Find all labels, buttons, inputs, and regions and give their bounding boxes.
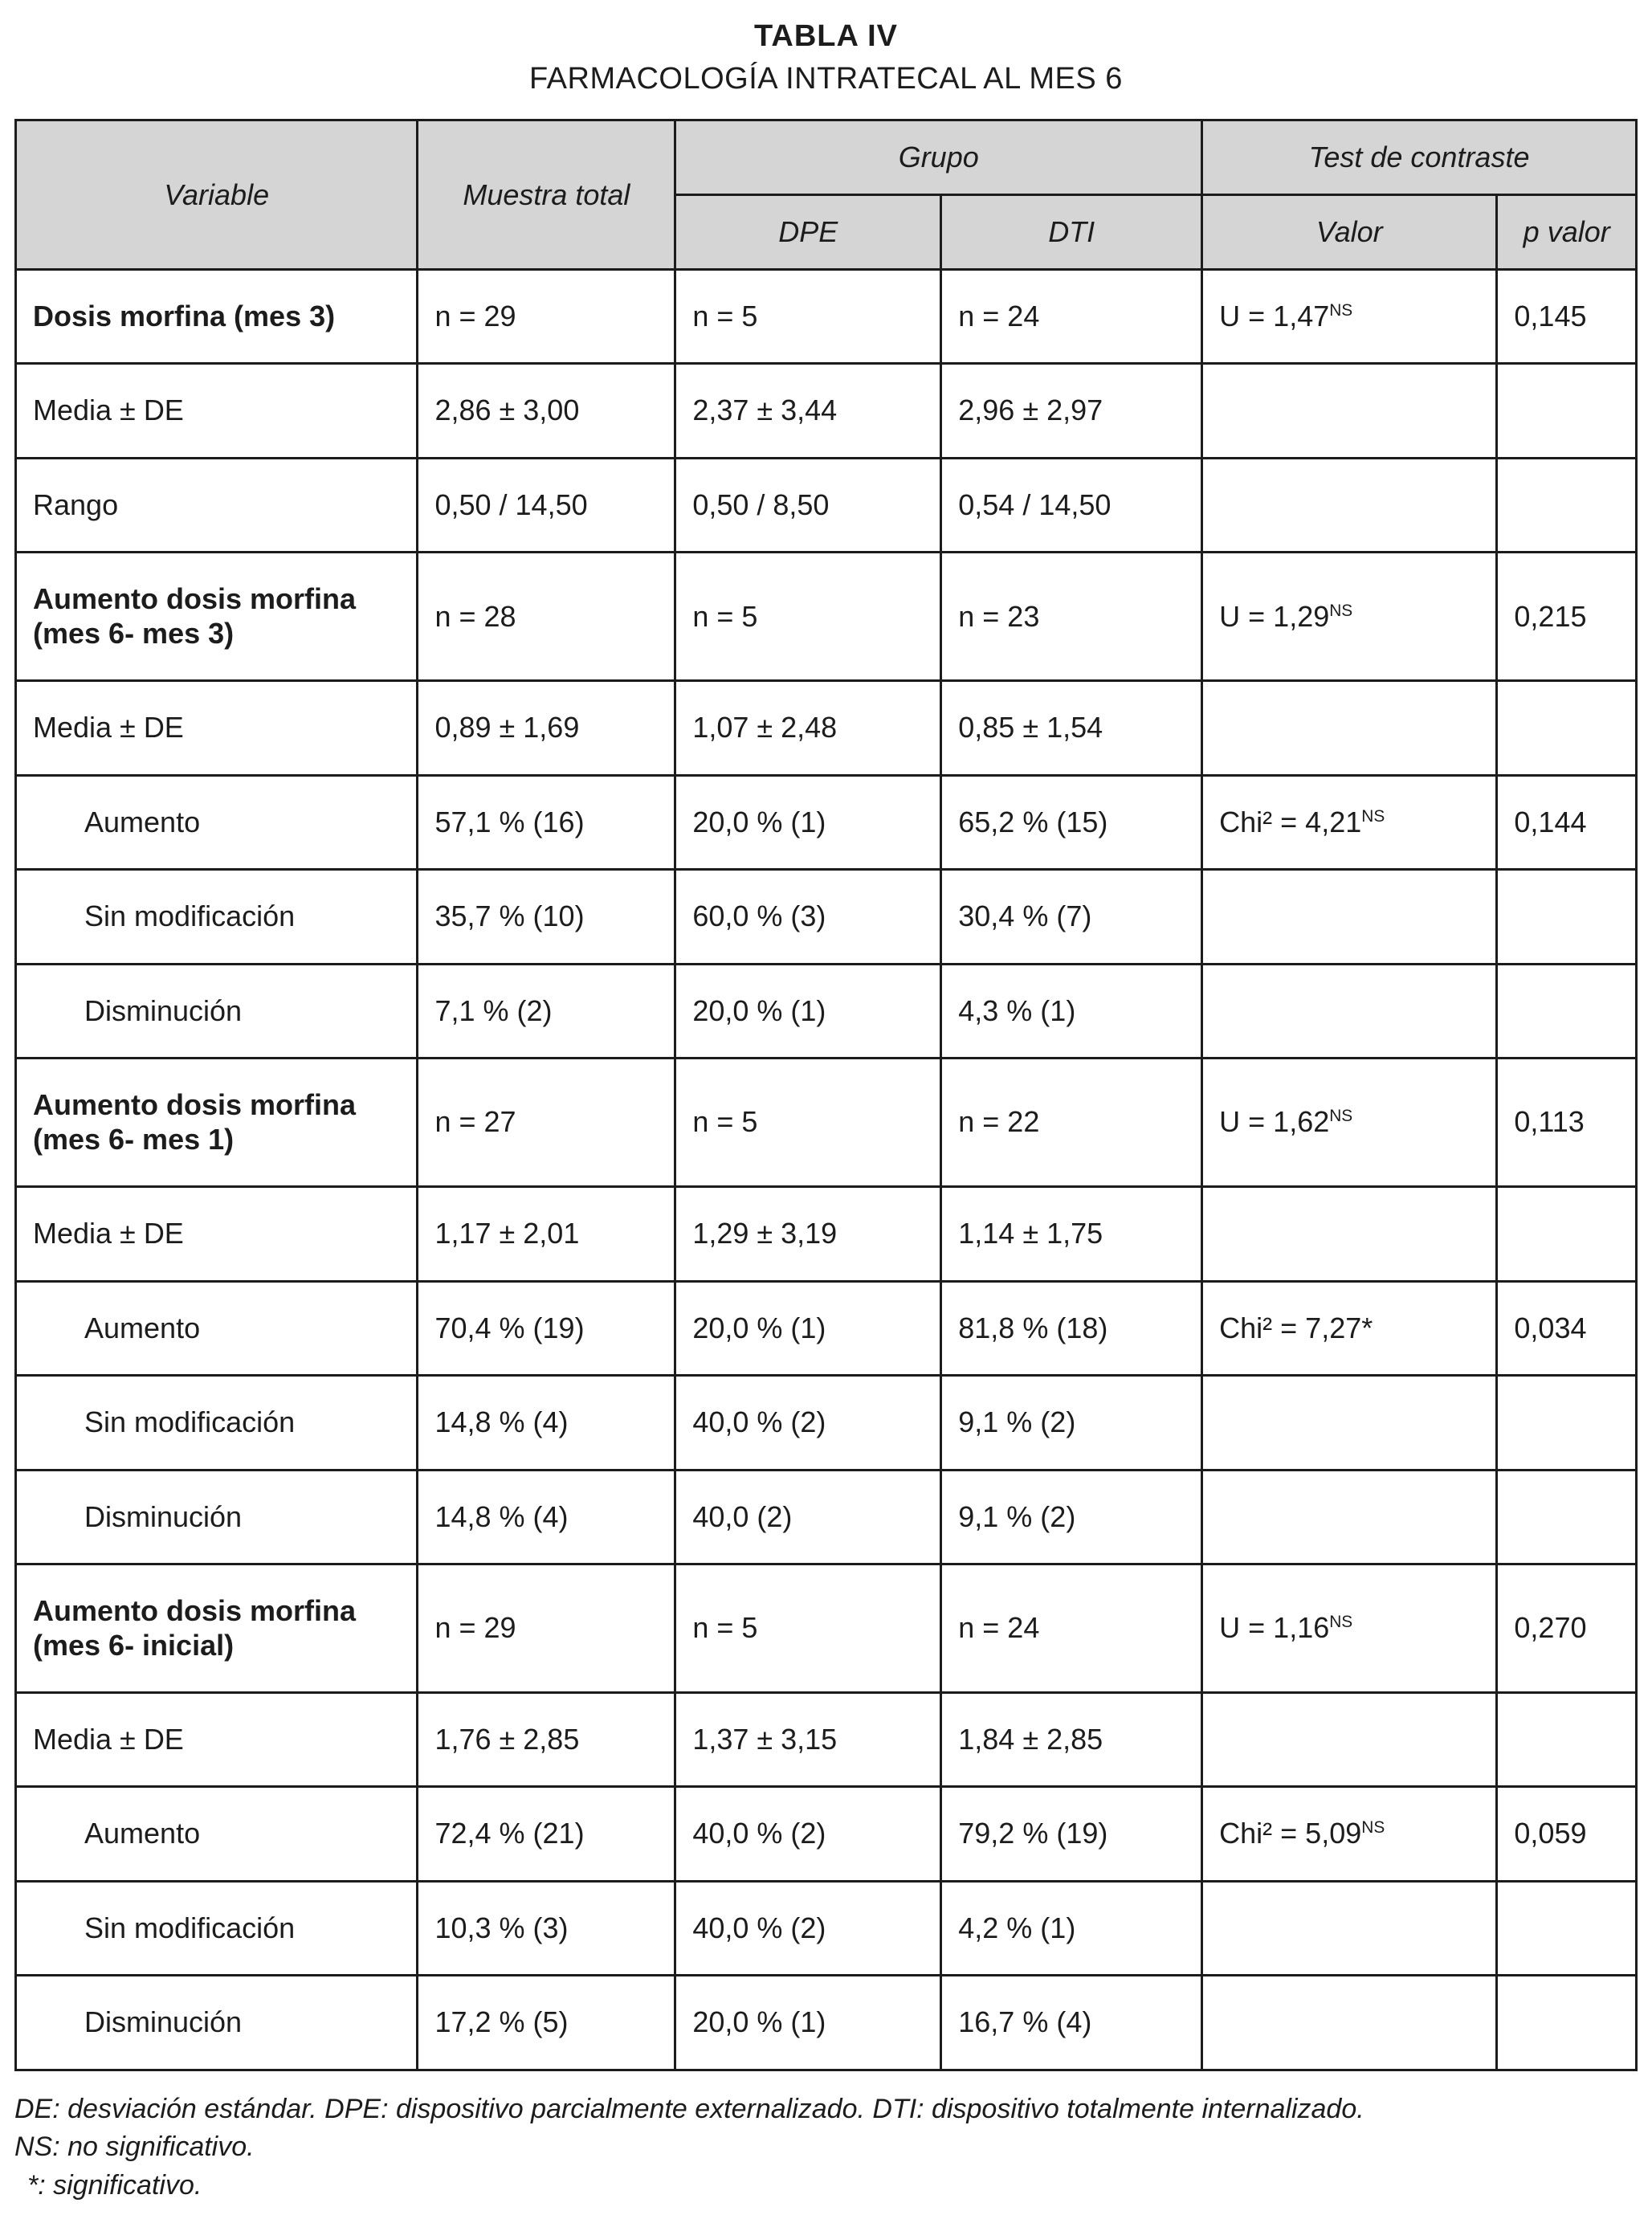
- table-row: [16, 1470, 1637, 1564]
- cell-dti: 16,7 % (4): [941, 1976, 1202, 2070]
- footnote-significant: *: significativo.: [27, 2170, 202, 2201]
- cell-valor: [1202, 1470, 1497, 1564]
- cell-p-valor: [1497, 1692, 1637, 1786]
- cell-valor: [1202, 1187, 1497, 1281]
- cell-valor: [1202, 1692, 1497, 1786]
- pharmacology-table: [14, 119, 1638, 2071]
- cell-p-valor: [1497, 1376, 1637, 1470]
- cell-p-valor: 0,113: [1497, 1059, 1637, 1187]
- cell-muestra: 0,50 / 14,50: [418, 458, 675, 552]
- cell-dti: n = 24: [941, 1564, 1202, 1693]
- row-label: Disminución: [16, 1470, 418, 1564]
- table-row: [16, 1976, 1637, 2070]
- col-header-valor: Valor: [1202, 195, 1497, 270]
- col-header-p-valor: p valor: [1497, 195, 1637, 270]
- cell-dti: 1,84 ± 2,85: [941, 1692, 1202, 1786]
- cell-dti: 9,1 % (2): [941, 1470, 1202, 1564]
- cell-p-valor: [1497, 870, 1637, 964]
- row-label: Media ± DE: [16, 1692, 418, 1786]
- cell-dpe: 40,0 % (2): [675, 1787, 941, 1881]
- cell-p-valor: [1497, 1187, 1637, 1281]
- cell-dpe: 0,50 / 8,50: [675, 458, 941, 552]
- cell-dti: 79,2 % (19): [941, 1787, 1202, 1881]
- cell-p-valor: 0,215: [1497, 553, 1637, 681]
- cell-muestra: n = 29: [418, 1564, 675, 1693]
- cell-dpe: n = 5: [675, 553, 941, 681]
- cell-muestra: 1,76 ± 2,85: [418, 1692, 675, 1786]
- col-header-grupo: Grupo: [675, 120, 1202, 195]
- title-block: [14, 19, 1638, 96]
- header-row-1: [16, 120, 1637, 195]
- cell-dti: 1,14 ± 1,75: [941, 1187, 1202, 1281]
- row-label: Disminución: [16, 964, 418, 1058]
- cell-valor: [1202, 1787, 1497, 1881]
- table-row: [16, 553, 1637, 681]
- table-row: [16, 458, 1637, 552]
- table-row: [16, 1187, 1637, 1281]
- cell-muestra: 17,2 % (5): [418, 1976, 675, 2070]
- table-row: [16, 364, 1637, 458]
- cell-valor: [1202, 458, 1497, 552]
- cell-dpe: 20,0 % (1): [675, 775, 941, 869]
- cell-muestra: 7,1 % (2): [418, 964, 675, 1058]
- cell-dpe: 20,0 % (1): [675, 964, 941, 1058]
- valor-text: U = 1,16: [1219, 1611, 1330, 1645]
- table-title: TABLA IV: [754, 19, 898, 53]
- valor-text: U = 1,62: [1219, 1105, 1330, 1139]
- cell-dpe: 40,0 % (2): [675, 1376, 941, 1470]
- cell-dpe: n = 5: [675, 1059, 941, 1187]
- table-row: [16, 1281, 1637, 1375]
- row-label: Sin modificación: [16, 1881, 418, 1975]
- cell-valor: [1202, 964, 1497, 1058]
- cell-valor: [1202, 1976, 1497, 2070]
- cell-muestra: 14,8 % (4): [418, 1376, 675, 1470]
- row-label: Aumento: [16, 1787, 418, 1881]
- cell-p-valor: 0,270: [1497, 1564, 1637, 1693]
- cell-muestra: 2,86 ± 3,00: [418, 364, 675, 458]
- cell-dpe: 40,0 (2): [675, 1470, 941, 1564]
- cell-muestra: n = 29: [418, 270, 675, 364]
- row-label: Aumento dosis morfina (mes 6- mes 1): [16, 1059, 418, 1187]
- table-row: [16, 964, 1637, 1058]
- cell-dti: 30,4 % (7): [941, 870, 1202, 964]
- cell-p-valor: [1497, 964, 1637, 1058]
- cell-muestra: 35,7 % (10): [418, 870, 675, 964]
- cell-valor: [1202, 870, 1497, 964]
- cell-dti: 9,1 % (2): [941, 1376, 1202, 1470]
- cell-muestra: n = 28: [418, 553, 675, 681]
- valor-text: U = 1,29: [1219, 599, 1330, 633]
- cell-muestra: 0,89 ± 1,69: [418, 681, 675, 775]
- cell-dti: n = 24: [941, 270, 1202, 364]
- valor-text: Chi² = 7,27*: [1219, 1311, 1373, 1344]
- cell-valor: [1202, 1059, 1497, 1187]
- cell-valor: [1202, 553, 1497, 681]
- cell-p-valor: 0,145: [1497, 270, 1637, 364]
- cell-p-valor: 0,034: [1497, 1281, 1637, 1375]
- table-row: [16, 1692, 1637, 1786]
- table-row: [16, 270, 1637, 364]
- row-label: Aumento: [16, 775, 418, 869]
- cell-valor: [1202, 1281, 1497, 1375]
- row-label: Aumento dosis morfina (mes 6- mes 3): [16, 553, 418, 681]
- cell-dti: 65,2 % (15): [941, 775, 1202, 869]
- cell-dpe: 40,0 % (2): [675, 1881, 941, 1975]
- table-row: [16, 1376, 1637, 1470]
- valor-text: Chi² = 4,21: [1219, 805, 1362, 838]
- valor-text: U = 1,47: [1219, 300, 1330, 332]
- cell-dpe: 1,37 ± 3,15: [675, 1692, 941, 1786]
- cell-dti: 4,3 % (1): [941, 964, 1202, 1058]
- row-label: Sin modificación: [16, 870, 418, 964]
- cell-dti: 4,2 % (1): [941, 1881, 1202, 1975]
- cell-dpe: 1,29 ± 3,19: [675, 1187, 941, 1281]
- table-row: [16, 681, 1637, 775]
- valor-superscript: NS: [1329, 1107, 1353, 1126]
- cell-p-valor: [1497, 1881, 1637, 1975]
- valor-superscript: NS: [1361, 1818, 1385, 1838]
- cell-dti: 2,96 ± 2,97: [941, 364, 1202, 458]
- col-header-dpe: DPE: [675, 195, 941, 270]
- valor-superscript: NS: [1329, 301, 1353, 320]
- footnote-ns: NS: no significativo.: [14, 2131, 255, 2163]
- cell-dpe: 60,0 % (3): [675, 870, 941, 964]
- footnote-abbreviations: DE: desviación estándar. DPE: dispositivo parcialmente externalizado. DTI: dispositivo totalmente internalizado.: [14, 2093, 1364, 2124]
- cell-valor: [1202, 1376, 1497, 1470]
- cell-valor: [1202, 364, 1497, 458]
- cell-dti: n = 22: [941, 1059, 1202, 1187]
- cell-muestra: 10,3 % (3): [418, 1881, 675, 1975]
- row-label: Dosis morfina (mes 3): [16, 270, 418, 364]
- cell-dti: 81,8 % (18): [941, 1281, 1202, 1375]
- cell-valor: [1202, 270, 1497, 364]
- cell-p-valor: [1497, 458, 1637, 552]
- row-label: Disminución: [16, 1976, 418, 2070]
- cell-dpe: 20,0 % (1): [675, 1976, 941, 2070]
- cell-p-valor: [1497, 1470, 1637, 1564]
- cell-muestra: 57,1 % (16): [418, 775, 675, 869]
- cell-p-valor: [1497, 681, 1637, 775]
- valor-superscript: NS: [1329, 1613, 1353, 1632]
- table-subtitle: FARMACOLOGÍA INTRATECAL AL MES 6: [529, 62, 1123, 96]
- row-label: Aumento dosis morfina (mes 6- inicial): [16, 1564, 418, 1693]
- cell-p-valor: 0,144: [1497, 775, 1637, 869]
- col-header-variable: Variable: [16, 120, 418, 270]
- cell-valor: [1202, 775, 1497, 869]
- valor-superscript: NS: [1329, 601, 1353, 620]
- table-row: [16, 1787, 1637, 1881]
- row-label: Media ± DE: [16, 681, 418, 775]
- table-row: [16, 1059, 1637, 1187]
- row-label: Media ± DE: [16, 1187, 418, 1281]
- cell-dti: n = 23: [941, 553, 1202, 681]
- row-label: Rango: [16, 458, 418, 552]
- valor-text: Chi² = 5,09: [1219, 1817, 1362, 1850]
- col-header-test-contraste: Test de contraste: [1202, 120, 1637, 195]
- table-row: [16, 870, 1637, 964]
- row-label: Sin modificación: [16, 1376, 418, 1470]
- cell-p-valor: [1497, 1976, 1637, 2070]
- cell-dti: 0,54 / 14,50: [941, 458, 1202, 552]
- col-header-dti: DTI: [941, 195, 1202, 270]
- table-row: [16, 1564, 1637, 1693]
- table-header: [16, 120, 1637, 270]
- cell-muestra: n = 27: [418, 1059, 675, 1187]
- row-label: Media ± DE: [16, 364, 418, 458]
- valor-superscript: NS: [1361, 806, 1385, 826]
- cell-valor: [1202, 1881, 1497, 1975]
- cell-dpe: n = 5: [675, 1564, 941, 1693]
- cell-muestra: 72,4 % (21): [418, 1787, 675, 1881]
- cell-dpe: n = 5: [675, 270, 941, 364]
- cell-dpe: 2,37 ± 3,44: [675, 364, 941, 458]
- cell-p-valor: 0,059: [1497, 1787, 1637, 1881]
- row-label: Aumento: [16, 1281, 418, 1375]
- col-header-muestra-total: Muestra total: [418, 120, 675, 270]
- cell-p-valor: [1497, 364, 1637, 458]
- cell-dpe: 1,07 ± 2,48: [675, 681, 941, 775]
- table-body: [16, 270, 1637, 2070]
- cell-valor: [1202, 681, 1497, 775]
- cell-muestra: 70,4 % (19): [418, 1281, 675, 1375]
- table-row: [16, 1881, 1637, 1975]
- cell-dti: 0,85 ± 1,54: [941, 681, 1202, 775]
- footnotes: [14, 2091, 1638, 2205]
- table-row: [16, 775, 1637, 869]
- cell-dpe: 20,0 % (1): [675, 1281, 941, 1375]
- cell-muestra: 1,17 ± 2,01: [418, 1187, 675, 1281]
- cell-muestra: 14,8 % (4): [418, 1470, 675, 1564]
- cell-valor: [1202, 1564, 1497, 1693]
